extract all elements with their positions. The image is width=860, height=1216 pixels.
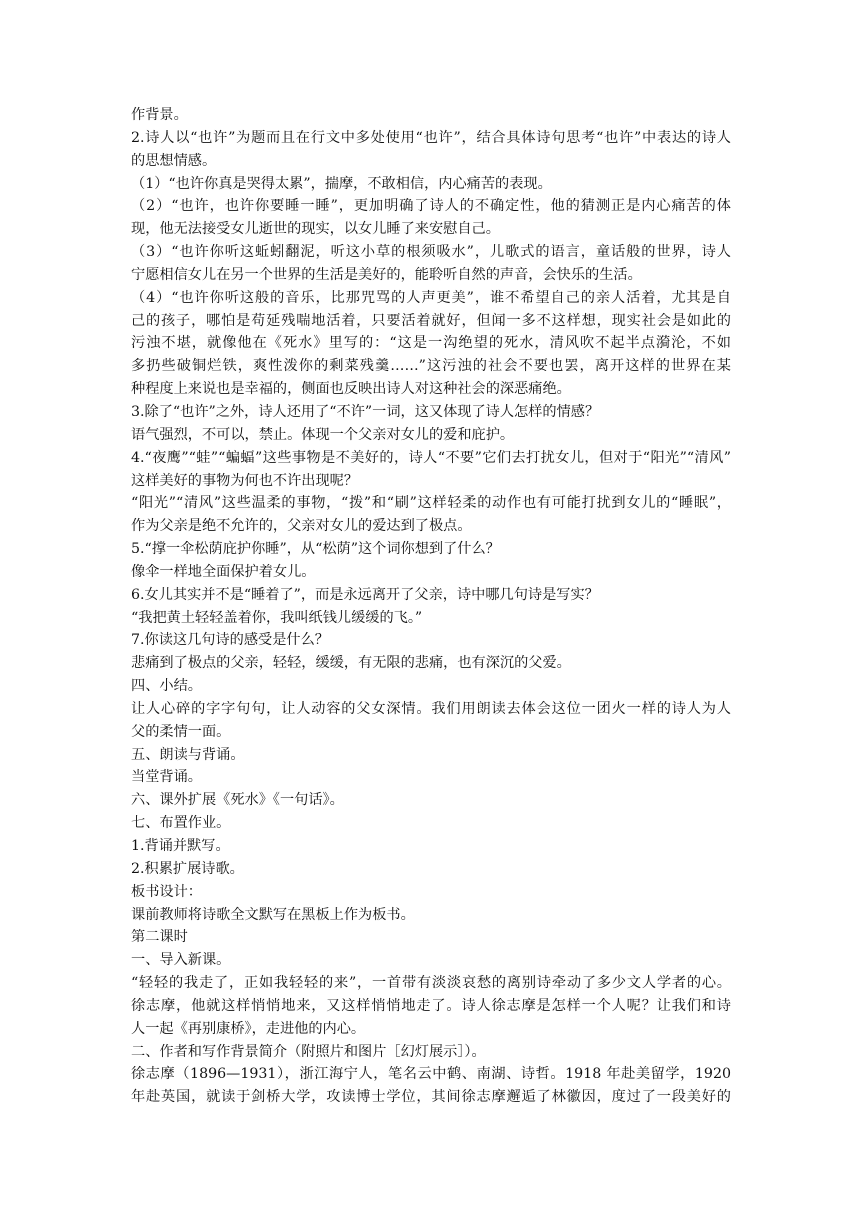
text-line: 像伞一样地全面保护着女儿。 bbox=[131, 563, 316, 580]
text-line: （2）“也许，也许你要睡一睡”，更加明确了诗人的不确定性，他的猜测正是内心痛苦的体 bbox=[131, 198, 731, 215]
text-line: （3）“也许你听这蚯蚓翻泥，听这小草的根须吸水”，儿歌式的语言，童话般的世界，诗人 bbox=[131, 244, 731, 261]
text-line: 2.积累扩展诗歌。 bbox=[131, 860, 244, 877]
text-line: 污浊不堪，就像他在《死水》里写的：“这是一沟绝望的死水，清风吹不起半点漪沦，不如 bbox=[131, 335, 731, 352]
text-line: 板书设计： bbox=[131, 883, 202, 900]
text-line: 四、小结。 bbox=[131, 678, 202, 695]
text-line: 让人心碎的字字句句，让人动容的父女深情。我们用朗读去体会这位一团火一样的诗人为人 bbox=[131, 700, 731, 717]
text-line: 5.“撑一伞松荫庇护你睡”，从“松荫”这个词你想到了什么？ bbox=[131, 541, 500, 558]
text-line: 二、作者和写作背景简介（附照片和图片［幻灯展示］）。 bbox=[131, 1043, 486, 1060]
text-line: 父的柔情一面。 bbox=[131, 723, 231, 740]
text-line: 第二课时 bbox=[131, 929, 188, 946]
text-line: 3.除了“也许”之外，诗人还用了“不许”一词，这又体现了诗人怎样的情感？ bbox=[131, 403, 600, 420]
text-line: 种程度上来说也是幸福的，侧面也反映出诗人对这种社会的深恶痛绝。 bbox=[131, 381, 571, 398]
text-line: 2.诗人以“也许”为题而且在行文中多处使用“也许”，结合具体诗句思考“也许”中表达的诗人 bbox=[131, 129, 731, 146]
text-line: 现，他无法接受女儿逝世的现实，以女儿睡了来安慰自己。 bbox=[131, 221, 500, 238]
text-line: 人一起《再别康桥》，走进他的内心。 bbox=[131, 1020, 366, 1037]
text-line: “阳光”“清风”这些温柔的事物，“拨”和“刷”这样轻柔的动作也有可能打扰到女儿的“睡眠”， bbox=[131, 495, 731, 512]
text-line: 语气强烈，不可以，禁止。体现一个父亲对女儿的爱和庇护。 bbox=[131, 426, 515, 443]
text-line: （1）“也许你真是哭得太累”，揣摩，不敢相信，内心痛苦的表现。 bbox=[131, 175, 552, 192]
text-line: 课前教师将诗歌全文默写在黑板上作为板书。 bbox=[131, 906, 415, 923]
text-line: 年赴英国，就读于剑桥大学，攻读博士学位，其间徐志摩邂逅了林徽因，度过了一段美好的 bbox=[131, 1089, 731, 1106]
text-line: 7.你读这几句诗的感受是什么？ bbox=[131, 632, 329, 649]
text-line: 1.背诵并默写。 bbox=[131, 838, 230, 854]
text-line: 五、朗读与背诵。 bbox=[131, 746, 245, 763]
text-line: 七、布置作业。 bbox=[131, 815, 231, 832]
document-page bbox=[131, 104, 731, 1109]
text-line: “轻轻的我走了，正如我轻轻的来”，一首带有淡淡哀愁的离别诗牵动了多少文人学者的心。 bbox=[131, 975, 731, 992]
text-line: 徐志摩，他就这样悄悄地来，又这样悄悄地走了。诗人徐志摩是怎样一个人呢？让我们和诗 bbox=[131, 997, 731, 1014]
text-line: 己的孩子，哪怕是苟延残喘地活着，只要活着就好，但闻一多不这样想，现实社会是如此的 bbox=[131, 312, 731, 329]
text-line: 多扔些破铜烂铁，爽性泼你的剩菜残羹……”这污浊的社会不要也罢，离开这样的世界在某 bbox=[131, 358, 731, 375]
text-line: 这样美好的事物为何也不许出现呢？ bbox=[131, 472, 359, 489]
text-line: 作为父亲是绝不允许的，父亲对女儿的爱达到了极点。 bbox=[131, 518, 472, 535]
text-line: 的思想情感。 bbox=[131, 152, 217, 169]
text-line: 6.女儿其实并不是“睡着了”，而是永远离开了父亲，诗中哪几句诗是写实？ bbox=[131, 586, 599, 603]
text-line: 悲痛到了极点的父亲，轻轻，缓缓，有无限的悲痛，也有深沉的父爱。 bbox=[131, 655, 571, 672]
text-line: “我把黄土轻轻盖着你，我叫纸钱儿缓缓的飞。” bbox=[131, 609, 423, 626]
text-line: 宁愿相信女儿在另一个世界的生活是美好的，能聆听自然的声音，会快乐的生活。 bbox=[131, 266, 642, 283]
text-line: 4.“夜鹰”“蛙”“蝙蝠”这些事物是不美好的，诗人“不要”它们去打扰女儿，但对于“阳光”“清风” bbox=[131, 449, 731, 466]
text-line: 一、导入新课。 bbox=[131, 952, 231, 969]
text-line: （4）“也许你听这般的音乐，比那咒骂的人声更美”，谁不希望自己的亲人活着，尤其是自 bbox=[131, 289, 731, 306]
text-line: 六、课外扩展《死水》《一句话》。 bbox=[131, 792, 344, 809]
text-line: 当堂背诵。 bbox=[131, 769, 202, 786]
text-line: 作背景。 bbox=[131, 107, 188, 123]
text-line: 徐志摩（1896—1931），浙江海宁人，笔名云中鹤、南湖、诗哲。1918 年赴美留学，1920 bbox=[131, 1066, 731, 1083]
